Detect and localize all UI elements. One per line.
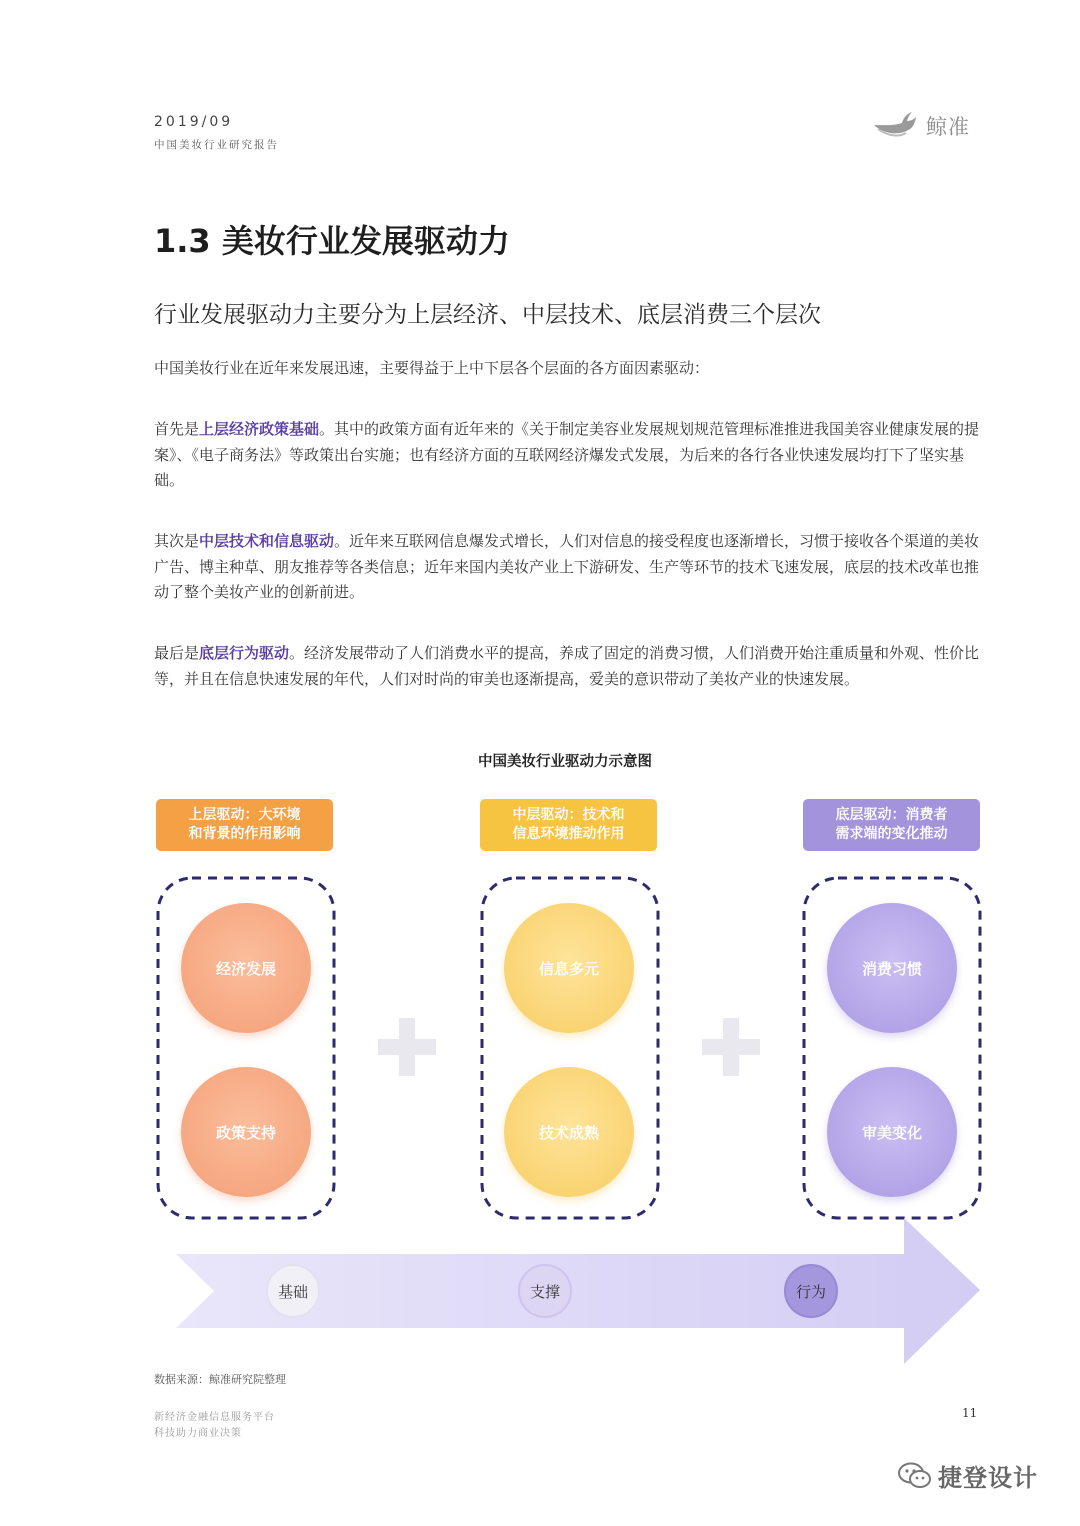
tag-line: 和背景的作用影响 xyxy=(188,826,301,842)
tag-line: 需求端的变化推动 xyxy=(835,826,948,842)
tag-line: 中层驱动：技术和 xyxy=(512,807,625,823)
paragraph-middle xyxy=(154,529,984,606)
paragraph-body: 。其中的政策方面有近年来的《关于制定美容业发展规划规范管理标准推进我国美容业健康发展的提案》、《电子商务法》等政策出台实施；也有经济方面的互联网经济爆发式发展，为后来的各行各业快速发展均打下了坚实基础。 xyxy=(154,420,980,489)
circle-economy: 经济发展 xyxy=(181,903,311,1033)
highlight-upper: 上层经济政策基础 xyxy=(199,420,320,438)
circle-consumption: 消费习惯 xyxy=(827,903,957,1033)
paragraph-prefix: 最后是 xyxy=(154,644,200,662)
section-title: 1.3 美妆行业发展驱动力 xyxy=(154,222,510,260)
tag-lower-driver xyxy=(803,799,980,851)
highlight-lower: 底层行为驱动 xyxy=(199,644,290,662)
tag-line: 信息环境推动作用 xyxy=(512,826,625,842)
paragraph-upper xyxy=(154,417,984,494)
circle-aesthetics: 审美变化 xyxy=(827,1067,957,1197)
whale-icon xyxy=(872,111,918,141)
paragraph-lower xyxy=(154,641,984,692)
wechat-icon xyxy=(898,1462,932,1490)
intro-paragraph: 中国美妆行业在近年来发展迅速，主要得益于上中下层各个层面的各方面因素驱动： xyxy=(154,359,710,377)
page-number: 11 xyxy=(962,1406,978,1420)
tag-line: 上层驱动：大环境 xyxy=(188,807,301,823)
paragraph-prefix: 首先是 xyxy=(154,420,200,438)
watermark xyxy=(898,1458,1038,1493)
tag-line: 底层驱动：消费者 xyxy=(835,807,948,823)
paragraph-body: 。近年来互联网信息爆发式增长，人们对信息的接受程度也逐渐增长，习惯于接收各个渠道的美妆广告、博主种草、朋友推荐等各类信息；近年来国内美妆产业上下游研发、生产等环节的技术飞速发展，底层的技术改革也推动了整个美妆产业的创新前进。 xyxy=(154,532,980,601)
plus-icon xyxy=(378,1018,436,1076)
tag-upper-driver xyxy=(156,799,333,851)
data-source: 数据来源：鲸准研究院整理 xyxy=(154,1373,286,1386)
paragraph-body: 。经济发展带动了人们消费水平的提高，养成了固定的消费习惯，人们消费开始注重质量和外观、性价比等，并且在信息快速发展的年代，人们对时尚的审美也逐渐提高，爱美的意识带动了美妆产业的快速发展。 xyxy=(154,644,980,688)
circle-information: 信息多元 xyxy=(504,903,634,1033)
circle-technology: 技术成熟 xyxy=(504,1067,634,1197)
report-name: 中国美妆行业研究报告 xyxy=(154,139,279,151)
badge-behavior: 行为 xyxy=(784,1264,838,1318)
paragraph-prefix: 其次是 xyxy=(154,532,200,550)
highlight-middle: 中层技术和信息驱动 xyxy=(199,532,335,550)
footer-tagline-2: 科技助力商业决策 xyxy=(154,1428,242,1439)
brand-logo xyxy=(872,104,982,148)
watermark-text: 捷登设计 xyxy=(938,1464,1038,1492)
badge-support: 支撑 xyxy=(518,1264,572,1318)
diagram-title: 中国美妆行业驱动力示意图 xyxy=(478,754,652,770)
circle-policy: 政策支持 xyxy=(181,1067,311,1197)
badge-foundation: 基础 xyxy=(266,1264,320,1318)
logo-text: 鲸准 xyxy=(926,115,970,139)
report-date: 2019/09 xyxy=(154,114,234,130)
plus-icon xyxy=(702,1018,760,1076)
section-subtitle: 行业发展驱动力主要分为上层经济、中层技术、底层消费三个层次 xyxy=(154,302,821,328)
footer-tagline-1: 新经济金融信息服务平台 xyxy=(154,1412,275,1423)
tag-middle-driver xyxy=(480,799,657,851)
